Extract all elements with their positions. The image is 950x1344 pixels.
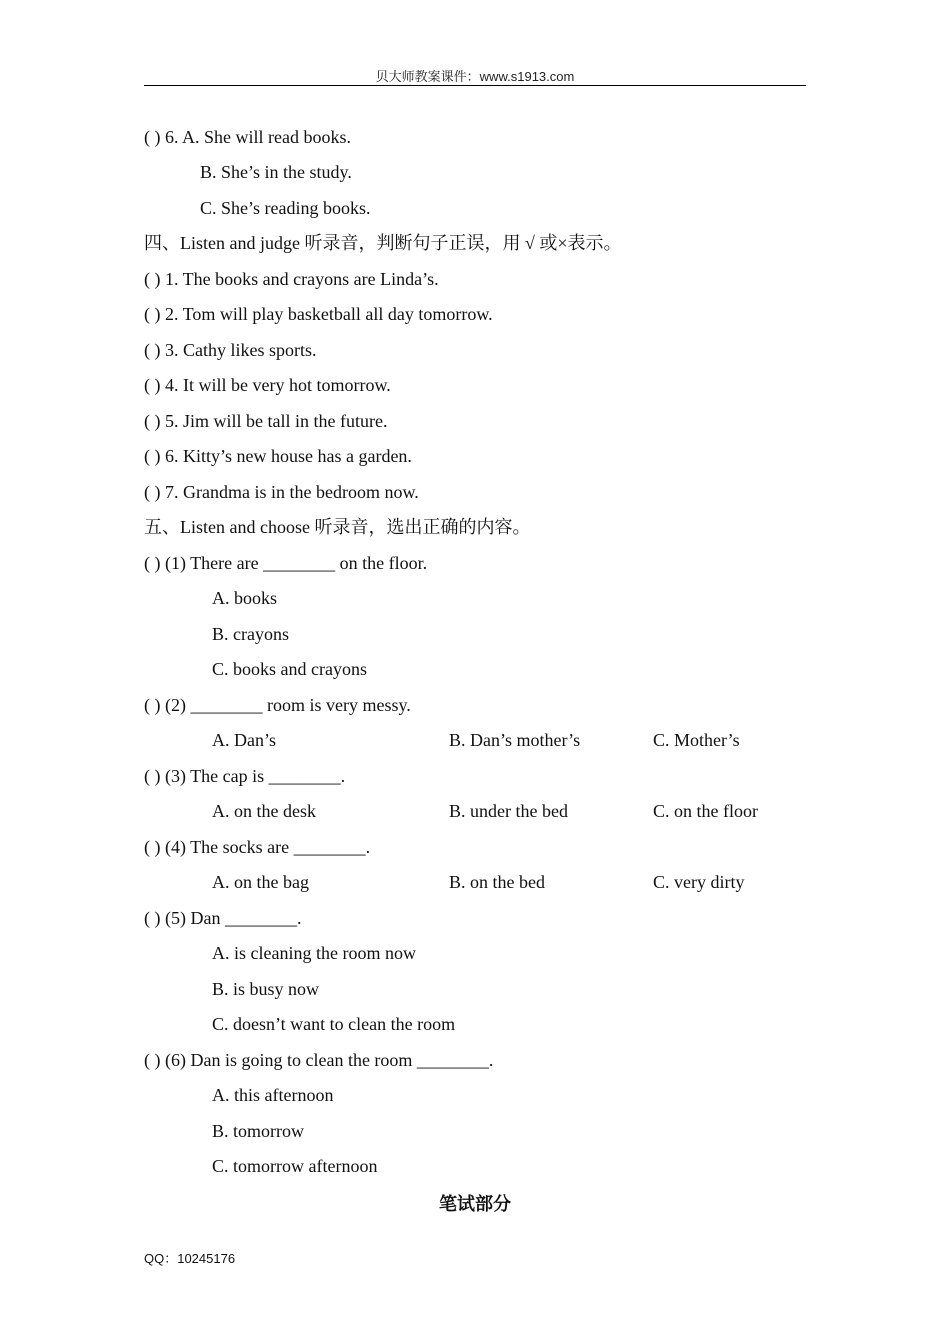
choice-option: A. books — [212, 588, 278, 608]
judge-item: ( ) 3. Cathy likes sports. — [144, 340, 317, 360]
choice-option: A. Dan’s — [212, 730, 276, 750]
choice-question-stem: ( ) (2) ________ room is very messy. — [144, 695, 411, 715]
choice-option: A. is cleaning the room now — [212, 943, 416, 963]
choice-question-stem: ( ) (4) The socks are ________. — [144, 837, 371, 857]
judge-item: ( ) 5. Jim will be tall in the future. — [144, 411, 388, 431]
section-four-title: 四、Listen and judge 听录音，判断句子正误，用 √ 或×表示。 — [144, 233, 622, 253]
choice-option: B. tomorrow — [212, 1121, 304, 1141]
choice-option: C. very dirty — [653, 872, 745, 892]
section-five-title: 五、Listen and choose 听录音，选出正确的内容。 — [144, 517, 531, 537]
question-stem: ( ) 6. A. She will read books. — [144, 127, 351, 147]
judge-item: ( ) 7. Grandma is in the bedroom now. — [144, 482, 419, 502]
choice-option: C. tomorrow afternoon — [212, 1156, 378, 1176]
choice-option: C. doesn’t want to clean the room — [212, 1014, 456, 1034]
choice-option: B. under the bed — [449, 801, 568, 821]
choice-option: B. is busy now — [212, 979, 320, 999]
page-header: 贝大师教案课件：www.s1913.com — [375, 69, 575, 84]
option-c: C. She’s reading books. — [200, 198, 371, 218]
written-section-title: 笔试部分 — [439, 1194, 511, 1215]
judge-item: ( ) 4. It will be very hot tomorrow. — [144, 375, 391, 395]
judge-item: ( ) 2. Tom will play basketball all day tomorrow. — [144, 304, 493, 324]
choice-option: A. on the desk — [212, 801, 316, 821]
choice-option: B. Dan’s mother’s — [449, 730, 581, 750]
judge-item: ( ) 6. Kitty’s new house has a garden. — [144, 446, 412, 466]
choice-question-stem: ( ) (6) Dan is going to clean the room ________. — [144, 1050, 494, 1070]
choice-question-stem: ( ) (3) The cap is ________. — [144, 766, 346, 786]
choice-question-stem: ( ) (1) There are ________ on the floor. — [144, 553, 428, 573]
choice-option: B. crayons — [212, 624, 289, 644]
choice-option: C. Mother’s — [653, 730, 740, 750]
choice-option: B. on the bed — [449, 872, 545, 892]
choice-option: A. on the bag — [212, 872, 309, 892]
choice-option: A. this afternoon — [212, 1085, 334, 1105]
page-footer: QQ：10245176 — [144, 1251, 236, 1266]
choice-option: C. books and crayons — [212, 659, 367, 679]
judge-item: ( ) 1. The books and crayons are Linda’s. — [144, 269, 439, 289]
choice-option: C. on the floor — [653, 801, 758, 821]
header-divider — [144, 85, 806, 86]
choice-question-stem: ( ) (5) Dan ________. — [144, 908, 302, 928]
option-b: B. She’s in the study. — [200, 162, 352, 182]
